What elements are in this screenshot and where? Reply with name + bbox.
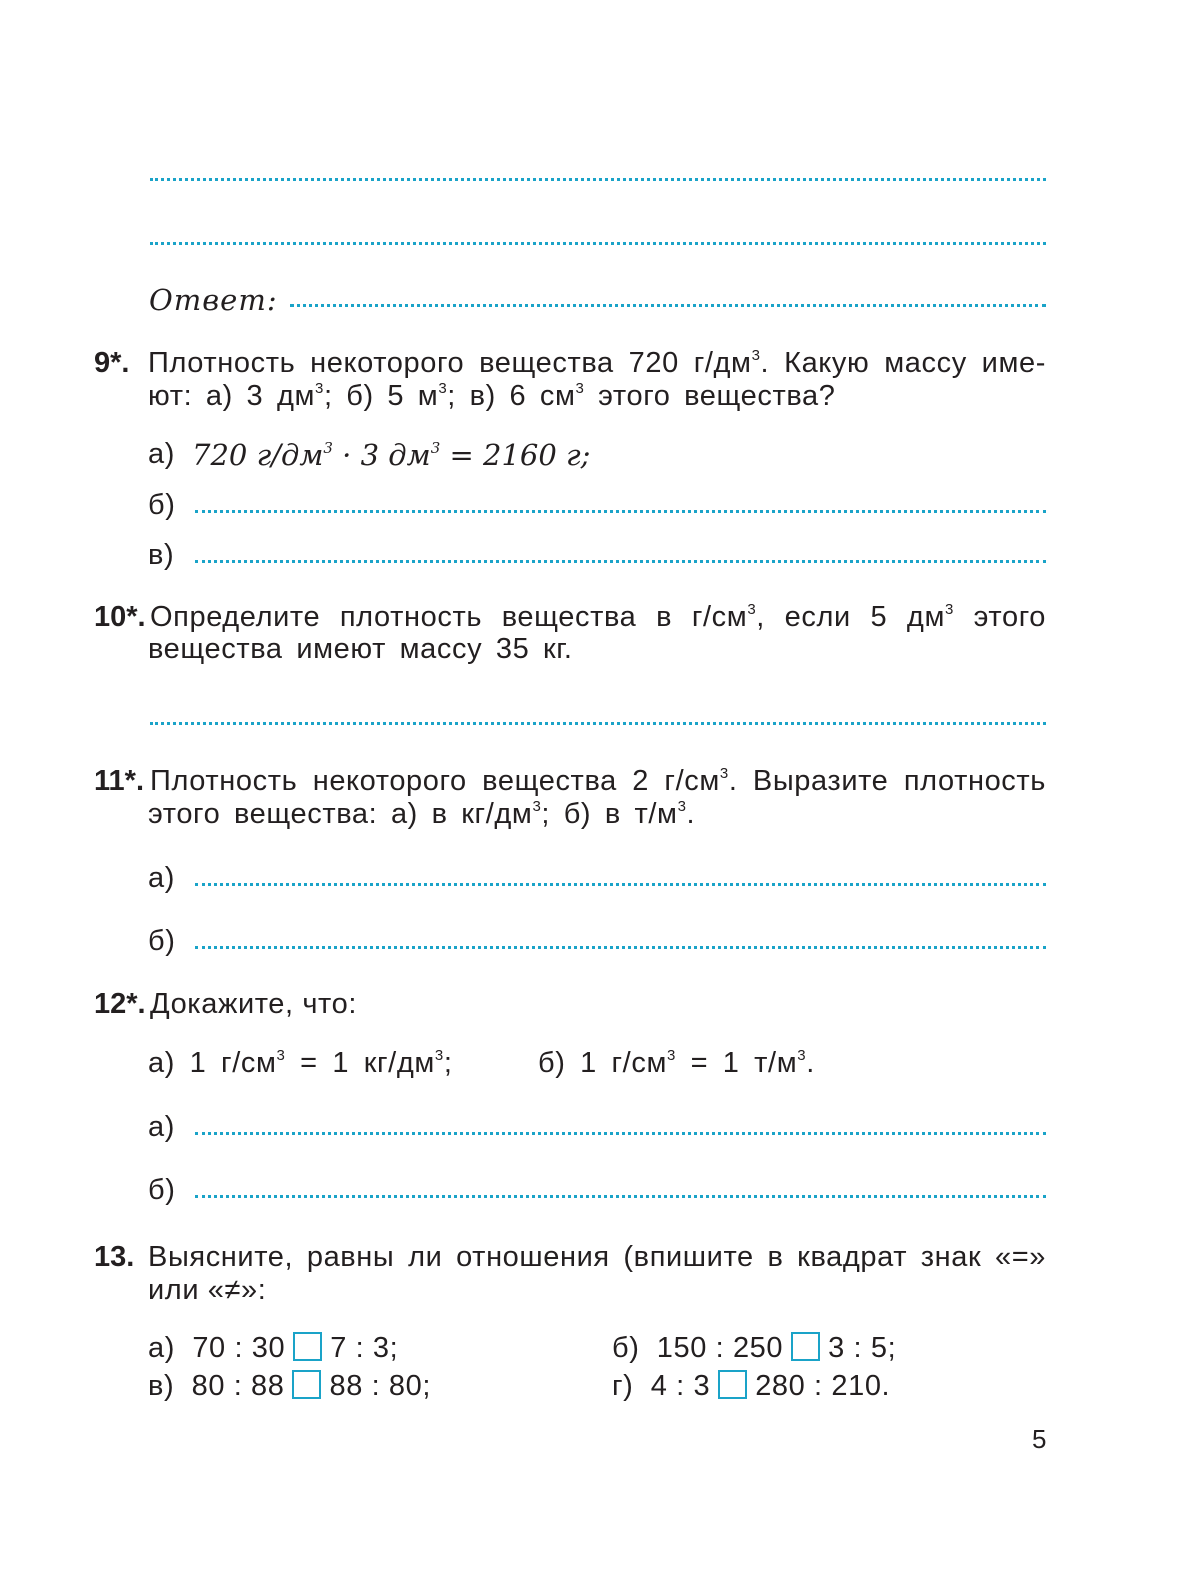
answer-line[interactable]: [150, 722, 1046, 725]
task-13-number: 13.: [94, 1241, 135, 1273]
answer-box[interactable]: [293, 1332, 322, 1361]
task-9-a-label: а): [148, 438, 175, 470]
task-10-text-line2: вещества имеют массу 35 кг.: [148, 633, 573, 665]
answer-line[interactable]: [150, 178, 1046, 181]
task-12-statement-a: а) 1 $г/см^3 = 1$ $кг/дм^3$;: [148, 1047, 453, 1079]
task-9-text-line2: ют: а) 3 $дм^3$; б) 5 $м^3$; в) 6 $см^3$ этого вещества?: [148, 380, 836, 412]
task-12-a-label: а): [148, 1111, 175, 1143]
answer-line[interactable]: [150, 242, 1046, 245]
task-13-text-line2: или «≠»:: [148, 1274, 267, 1306]
task-9-text-line1: Плотность некоторого вещества 720 $г/дм^3$. Какую массу име-: [148, 347, 1046, 379]
task-11-text-line2: этого вещества: а) в $кг/дм^3$; б) в $т/м^3$.: [148, 798, 696, 830]
task-10-text-line1: Определите плотность вещества в $г/см^3$, если 5 $дм^3$ этого: [150, 601, 1046, 633]
task-12-title: Докажите, что:: [150, 988, 357, 1020]
answer-line[interactable]: [195, 1195, 1046, 1198]
task-11-b-label: б): [148, 925, 176, 957]
task-10-number: 10*.: [94, 601, 146, 633]
task-12-number: 12*.: [94, 988, 146, 1020]
answer-line[interactable]: [195, 1132, 1046, 1135]
answer-label: Ответ:: [149, 283, 278, 317]
task-9-a-solution: 720 $г/дм^3 \cdot 3$ $дм^3 = 2160$ г;: [192, 438, 591, 472]
answer-line[interactable]: [290, 304, 1046, 307]
task-13-item-v: в) 80 : 88 88 : 80;: [148, 1370, 432, 1402]
answer-box[interactable]: [718, 1370, 747, 1399]
task-11-a-label: а): [148, 862, 175, 894]
answer-box[interactable]: [791, 1332, 820, 1361]
task-13-item-g: г) 4 : 3 280 : 210.: [612, 1370, 891, 1402]
task-13-item-a: а) 70 : 30 7 : 3;: [148, 1332, 399, 1364]
answer-line[interactable]: [195, 946, 1046, 949]
answer-line[interactable]: [195, 560, 1046, 563]
page-number: 5: [1032, 1424, 1047, 1454]
task-12-b-label: б): [148, 1174, 176, 1206]
task-9-c-label: в): [148, 539, 175, 571]
task-13-item-b: б) 150 : 250 3 : 5;: [612, 1332, 897, 1364]
task-13-text-line1: Выясните, равны ли отношения (впишите в квадрат знак «=»: [148, 1241, 1046, 1273]
task-12-statement-b: б) 1 $г/см^3 = 1$ $т/м^3$.: [538, 1047, 815, 1079]
answer-line[interactable]: [195, 883, 1046, 886]
answer-box[interactable]: [292, 1370, 321, 1399]
answer-line[interactable]: [195, 510, 1046, 513]
task-11-number: 11*.: [94, 765, 144, 797]
task-9-number: 9*.: [94, 347, 130, 379]
task-9-b-label: б): [148, 489, 176, 521]
task-11-text-line1: Плотность некоторого вещества 2 $г/см^3$. Выразите плотность: [150, 765, 1046, 797]
